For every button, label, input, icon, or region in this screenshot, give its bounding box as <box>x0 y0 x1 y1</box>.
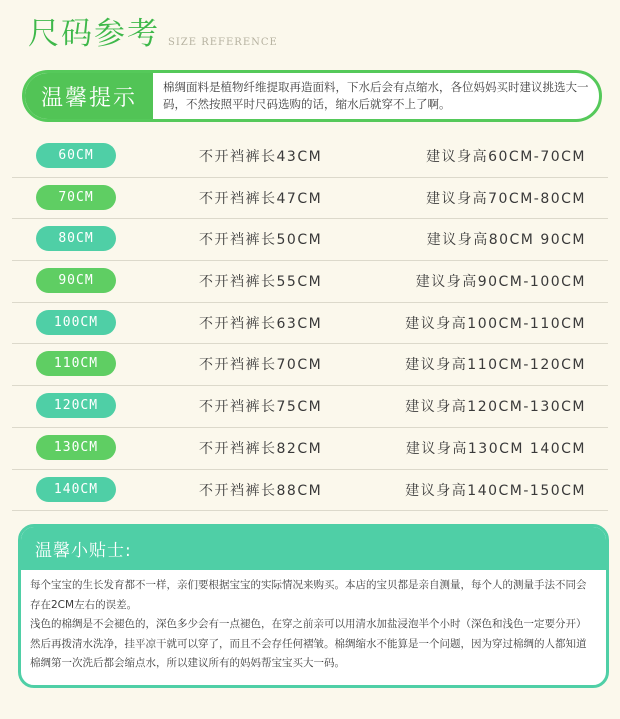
suggested-height: 建议身高90CM-100CM <box>415 274 586 291</box>
size-pill: 80CM <box>36 226 116 251</box>
tips-paragraph-1: 每个宝宝的生长发育都不一样，亲们要根据宝宝的实际情况来购买。本店的宝贝都是亲自测量，每个人的测量手法不同会存在2CM左右的误差。 <box>30 579 587 611</box>
pants-length: 不开裆裤长88CM <box>199 482 323 499</box>
warm-tip-text: 棉绸面料是植物纤维提取再造面料，下水后会有点缩水，各位妈妈买时建议挑选大一码，不然按照平时尺码选购的话，缩水后就穿不上了啊。 <box>163 80 589 111</box>
header <box>28 8 278 58</box>
suggested-height: 建议身高60CM-70CM <box>426 149 586 165</box>
size-row <box>12 261 608 303</box>
size-row <box>12 386 608 428</box>
page-title: 尺码参考 <box>28 16 160 52</box>
tips-box-title: 温馨小贴士: <box>21 527 606 570</box>
pants-length: 不开裆裤长70CM <box>199 357 323 374</box>
suggested-height: 建议身高80CM 90CM <box>426 232 586 249</box>
page-subtitle: SIZE REFERENCE <box>168 37 278 48</box>
size-pill: 90CM <box>36 268 116 293</box>
size-row <box>12 428 608 470</box>
size-pill: 140CM <box>36 477 116 502</box>
pants-length: 不开裆裤长75CM <box>199 399 323 416</box>
size-row <box>12 136 608 178</box>
suggested-height: 建议身高70CM-80CM <box>426 190 586 207</box>
warm-tip-label: 温馨提示 <box>25 73 153 119</box>
tips-box-body <box>21 570 606 674</box>
size-pill: 100CM <box>36 310 116 335</box>
warm-tip-box <box>22 70 602 122</box>
pants-length: 不开裆裤长47CM <box>199 190 323 207</box>
size-pill: 60CM <box>36 143 116 168</box>
size-row <box>12 219 608 261</box>
suggested-height: 建议身高120CM-130CM <box>405 399 586 416</box>
size-pill: 110CM <box>36 351 116 376</box>
size-pill: 120CM <box>36 393 116 418</box>
size-row <box>12 178 608 220</box>
suggested-height: 建议身高110CM-120CM <box>405 357 586 374</box>
tips-paragraph-2: 浅色的棉绸是不会褪色的，深色多少会有一点褪色，在穿之前亲可以用清水加盐浸泡半个小时（深色和浅色一定要分开）然后再拨清水洗净，挂平凉干就可以穿了，而且不会存任何褶皱。棉绸缩水不能算是一个问题，因为穿过棉绸的人都知道棉绸第一次洗后都会缩点水，所以建议所有的妈妈帮宝宝买大一码。 <box>30 618 587 669</box>
pants-length: 不开裆裤长50CM <box>199 232 323 249</box>
suggested-height: 建议身高130CM 140CM <box>405 440 586 457</box>
pants-length: 不开裆裤长55CM <box>199 274 323 291</box>
size-pill: 130CM <box>36 435 116 460</box>
pants-length: 不开裆裤长63CM <box>199 315 323 332</box>
size-table <box>12 136 608 511</box>
size-row <box>12 303 608 345</box>
suggested-height: 建议身高140CM-150CM <box>405 482 586 499</box>
tips-box <box>18 524 609 688</box>
size-row <box>12 344 608 386</box>
suggested-height: 建议身高100CM-110CM <box>405 315 586 332</box>
pants-length: 不开裆裤长82CM <box>199 440 323 457</box>
size-row <box>12 470 608 512</box>
size-pill: 70CM <box>36 185 116 210</box>
pants-length: 不开裆裤长43CM <box>199 149 323 165</box>
